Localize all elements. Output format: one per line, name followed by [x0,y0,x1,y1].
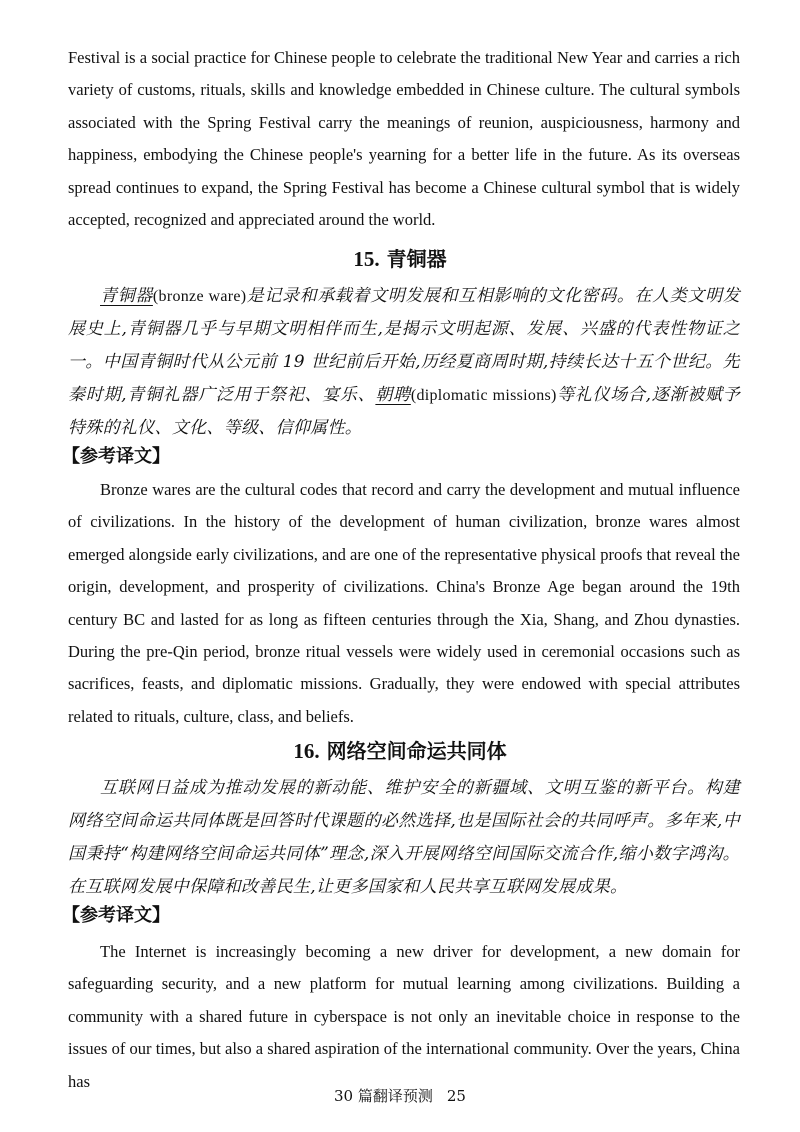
section-16-heading [0,737,800,765]
section-16-chinese-text: 互联网日益成为推动发展的新动能、维护安全的新疆域、文明互鉴的新平台。构建网络空间命运共同体既是回答时代课题的必然选择,也是国际社会的共同呼声。多年来,中国秉持“构建网络空间命运共同体”理念,深入开展网络空间国际交流合作,缩小数字鸿沟。在互联网发展中保障和改善民生,让更多国家和人民共享互联网发展成果。 [68,778,740,897]
section-15-translation: Bronze wares are the cultural codes that record and carry the development and mutual influence of civilizations. In the history of the development of human civilization, bronze wares almost emerged alongside early civilizations, and are one of the representative physical proofs that reveal the origin, development, and prosperity of civilizations. China's Bronze Age began around the 19th century BC and lasted for as long as fifteen centuries through the Xia, Shang, and Zhou dynasties. During the pre-Qin period, bronze ritual vessels were widely used in ceremonial occasions such as sacrifices, feasts, and diplomatic missions. Gradually, they were endowed with special attributes related to rituals, culture, class, and beliefs. [68,480,740,726]
term-diplomatic-missions: 朝聘 [375,385,411,405]
section-15-chinese-part2: 等礼仪场合,逐渐被赋予特殊的礼仪、文化、等级、信仰属性。 [68,385,740,438]
section-15-number: 15. [353,247,380,271]
section-15-chinese-text [68,280,740,445]
section-16-number: 16. [293,739,320,763]
term-bronze-ware: 青铜器 [100,286,153,306]
term-diplomatic-missions-gloss: (diplomatic missions) [410,387,557,404]
section-16-reference-label: 【参考译文】 [62,905,170,926]
page-number: 25 [446,1087,466,1105]
footer-book-title: 30 篇翻译预测 [334,1087,433,1105]
section-16-title: 网络空间命运共同体 [326,739,507,763]
term-bronze-ware-gloss: (bronze ware) [152,288,247,305]
section-15-title: 青铜器 [386,247,447,271]
page-footer [0,1086,800,1106]
intro-paragraph: Festival is a social practice for Chinese people to celebrate the traditional New Year and carries a rich variety of customs, rituals, skills and knowledge embedded in Chinese culture. The cultural symbols associated with the Spring Festival carry the meanings of reunion, auspiciousness, harmony and happiness, embodying the Chinese people's yearning for a better life in the future. As its overseas spread continues to expand, the Spring Festival has become a Chinese cultural symbol that is widely accepted, recognized and appreciated around the world. [68,48,740,230]
section-15-heading [0,245,800,273]
section-15-chinese-part1: 是记录和承载着文明发展和互相影响的文化密码。在人类文明发展史上,青铜器几乎与早期文明相伴而生,是揭示文明起源、发展、兴盛的代表性物证之一。中国青铜时代从公元前 19 世纪前后开始,历经夏商周时期,持续长达十五个世纪。先秦时期,青铜礼器广泛用于祭祀、宴乐、 [68,286,740,405]
section-16-translation: The Internet is increasingly becoming a new driver for development, a new domain for safeguarding security, and a new platform for mutual learning among civilizations. Building a community with a shared future in cyberspace is not only an inevitable choice in response to the issues of our times, but also a shared aspiration of the international community. Over the years, China has [68,942,740,1091]
section-15-reference-label: 【参考译文】 [62,446,170,467]
